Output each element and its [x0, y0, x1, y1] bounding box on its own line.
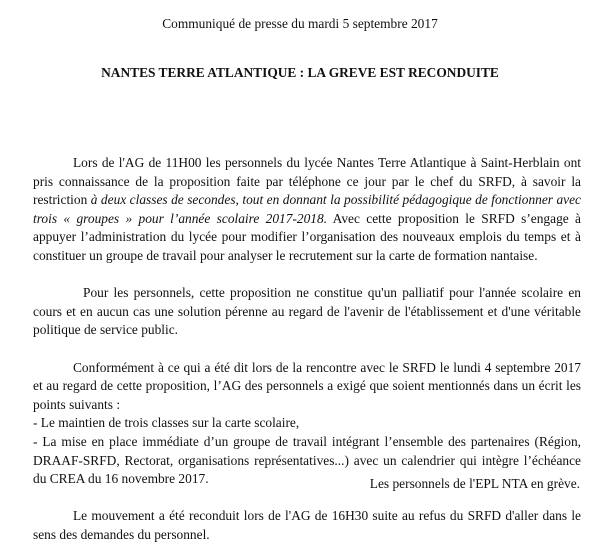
paragraph-1-text-a: Lors de l'AG de 11H00 les personnels du lycée Nantes Terre Atlantique à Saint-Herblain ont pris connaissance de la proposition faite par téléphone ce jour par le chef du SRFD, à savoir la restriction [33, 155, 581, 208]
paragraph-1 [33, 154, 581, 266]
paragraph-1-text-b: Avec cette proposition le SRFD s’engage à appuyer l’administration du lycée pour modifier l’organisation des nouveaux emplois du temps et à constituer un groupe de travail pour analyser le recrutement sur la carte de formation nantaise. [33, 210, 582, 263]
demand-item-1: - Le maintien de trois classes sur la carte scolaire, [33, 415, 300, 431]
release-title: NANTES TERRE ATLANTIQUE : LA GREVE EST RECONDUITE [101, 65, 499, 80]
paragraph-spacer [33, 340, 581, 359]
demand-item-2: - La mise en place immédiate d’un groupe de travail intégrant l’ensemble des partenaires (Région, DRAAF-SRFD, Rectorat, organisations représentatives...) avec un calendrier qui intègre l’échéance du CREA du 16 novembre 2017. [33, 433, 581, 487]
signature: Les personnels de l'EPL NTA en grève. [369, 476, 580, 491]
paragraph-1-italic-quote: à deux classes de secondes, tout en donnant la possibilité pédagogique de fonctionner avec trois « groupes » pour l’année scolaire 2017-2018. [33, 192, 582, 226]
paragraph-2: Pour les personnels, cette proposition ne constitue qu'un palliatif pour l'année scolaire en cours et en aucun cas une solution pérenne au regard de l'avenir de l'établissement et d'une véritable politique de service public. [33, 285, 581, 338]
paragraph-3: Conformément à ce qui a été dit lors de la rencontre avec le SRFD le lundi 4 septembre 2017 et au regard de cette proposition, l’AG des personnels a exigé que soient mentionnés dans un écrit les points suivants : [33, 359, 581, 412]
release-date-header: Communiqué de presse du mardi 5 septembre 2017 [162, 16, 438, 31]
paragraph-spacer [33, 266, 581, 285]
paragraph-4: Le mouvement a été reconduit lors de l'AG de 16H30 suite au refus du SRFD d'aller dans le sens des demandes du personnel. [33, 508, 581, 542]
